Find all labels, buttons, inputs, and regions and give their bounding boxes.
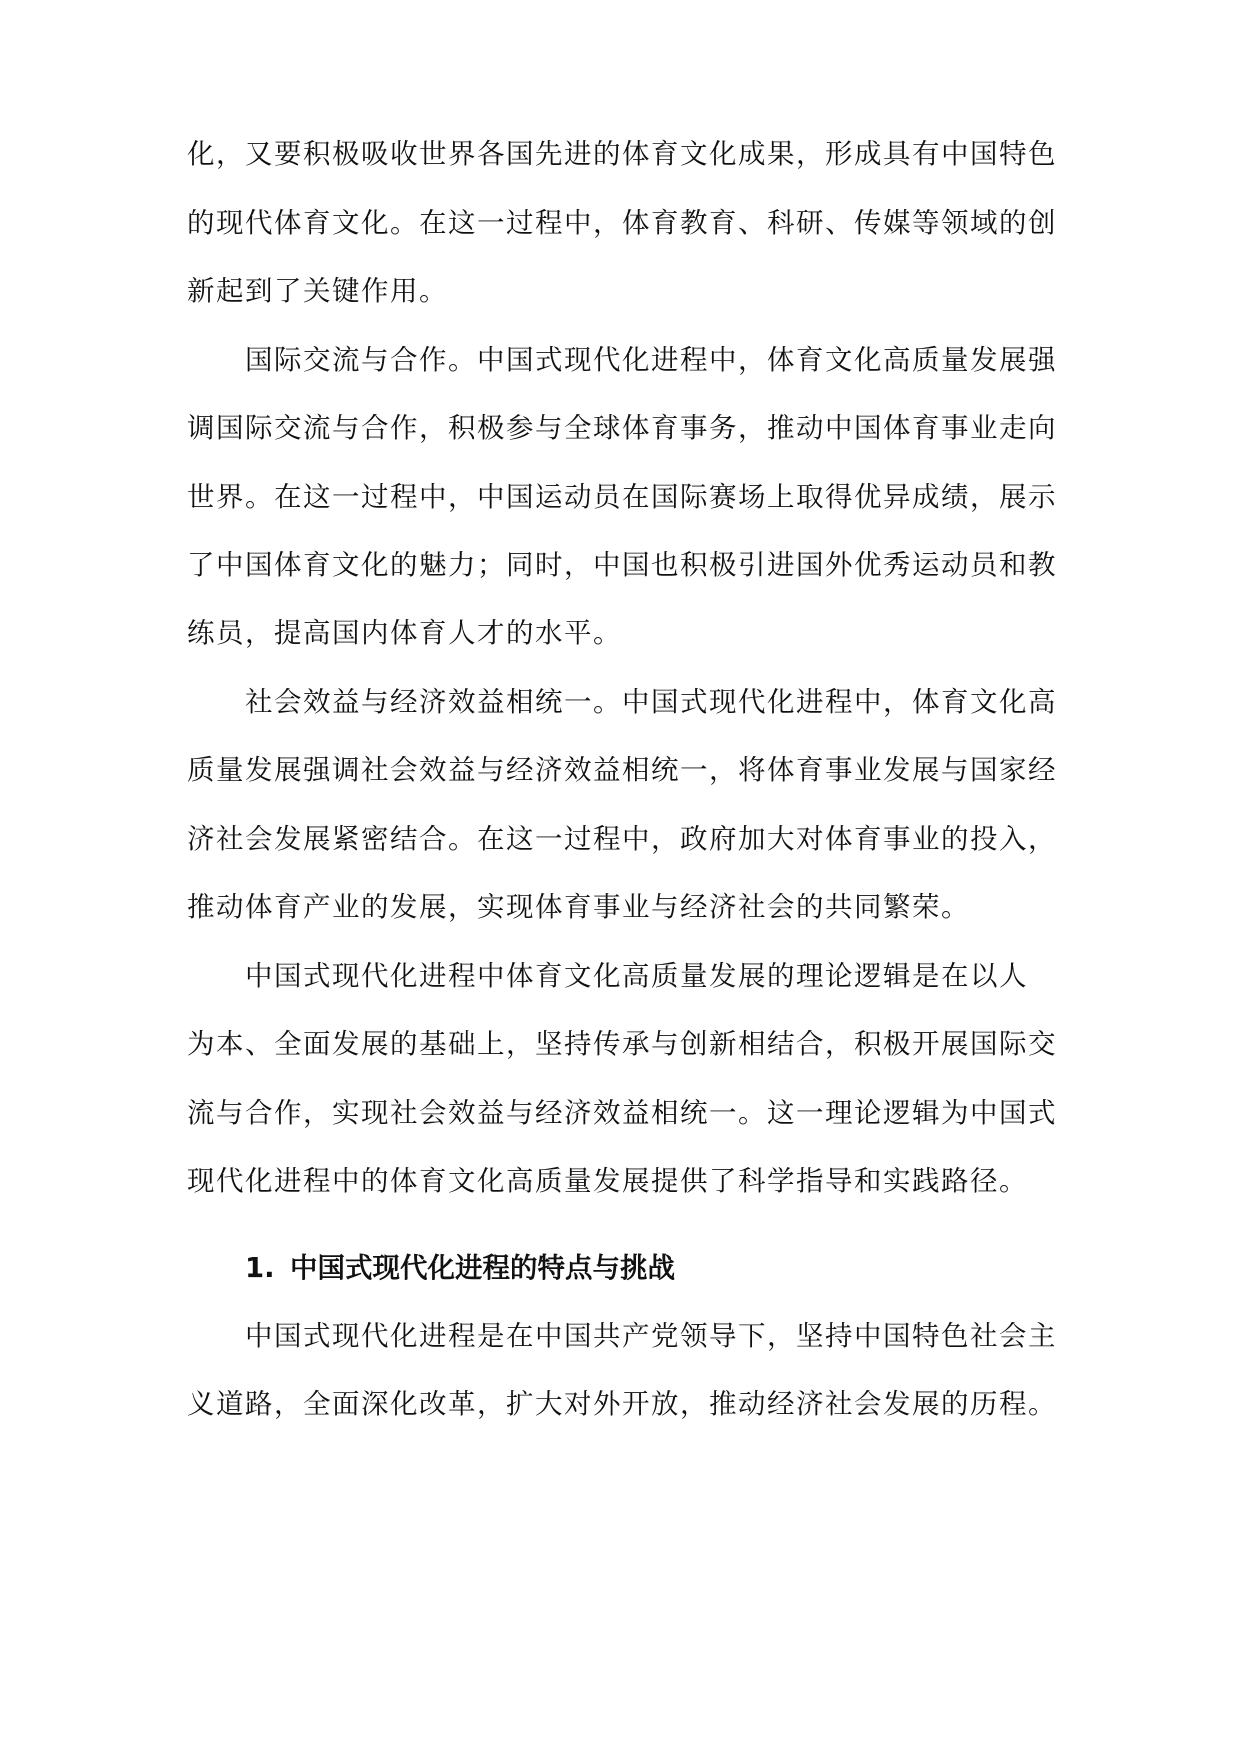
paragraph-3-line-1: 社会效益与经济效益相统一。中国式现代化进程中，体育文化高 bbox=[245, 686, 1057, 718]
final-paragraph-line-1: 中国式现代化进程是在中国共产党领导下，坚持中国特色社会主 bbox=[245, 1320, 1057, 1352]
paragraph-2-line-5: 练员，提高国内体育人才的水平。 bbox=[187, 617, 622, 649]
paragraph-4-line-1: 中国式现代化进程中体育文化高质量发展的理论逻辑是在以人 bbox=[245, 960, 1028, 992]
paragraph-3-line-2: 质量发展强调社会效益与经济效益相统一，将体育事业发展与国家经 bbox=[187, 754, 1057, 786]
paragraph-1-line-1: 化，又要积极吸收世界各国先进的体育文化成果，形成具有中国特色 bbox=[187, 138, 1057, 170]
paragraph-3-line-3: 济社会发展紧密结合。在这一过程中，政府加大对体育事业的投入， bbox=[187, 823, 1057, 855]
paragraph-2-line-2: 调国际交流与合作，积极参与全球体育事务，推动中国体育事业走向 bbox=[187, 412, 1057, 444]
paragraph-2-line-4: 了中国体育文化的魅力；同时，中国也积极引进国外优秀运动员和教 bbox=[187, 549, 1057, 581]
paragraph-1-line-2: 的现代体育文化。在这一过程中，体育教育、科研、传媒等领域的创 bbox=[187, 207, 1057, 239]
paragraph-4-line-2: 为本、全面发展的基础上，坚持传承与创新相结合，积极开展国际交 bbox=[187, 1028, 1057, 1060]
section-heading-title: 中国式现代化进程的特点与挑战 bbox=[290, 1252, 675, 1284]
paragraph-2-line-1: 国际交流与合作。中国式现代化进程中，体育文化高质量发展强 bbox=[245, 344, 1057, 376]
paragraph-3-line-4: 推动体育产业的发展，实现体育事业与经济社会的共同繁荣。 bbox=[187, 891, 970, 923]
section-heading-number: 1. bbox=[245, 1252, 275, 1284]
paragraph-2-line-3: 世界。在这一过程中，中国运动员在国际赛场上取得优异成绩，展示 bbox=[187, 481, 1057, 513]
paragraph-1-line-3: 新起到了关键作用。 bbox=[187, 275, 448, 307]
paragraph-4-line-3: 流与合作，实现社会效益与经济效益相统一。这一理论逻辑为中国式 bbox=[187, 1097, 1057, 1129]
paragraph-4-line-4: 现代化进程中的体育文化高质量发展提供了科学指导和实践路径。 bbox=[187, 1165, 1028, 1197]
section-heading bbox=[245, 1248, 675, 1288]
final-paragraph-line-2: 义道路，全面深化改革，扩大对外开放，推动经济社会发展的历程。 bbox=[187, 1388, 1057, 1420]
